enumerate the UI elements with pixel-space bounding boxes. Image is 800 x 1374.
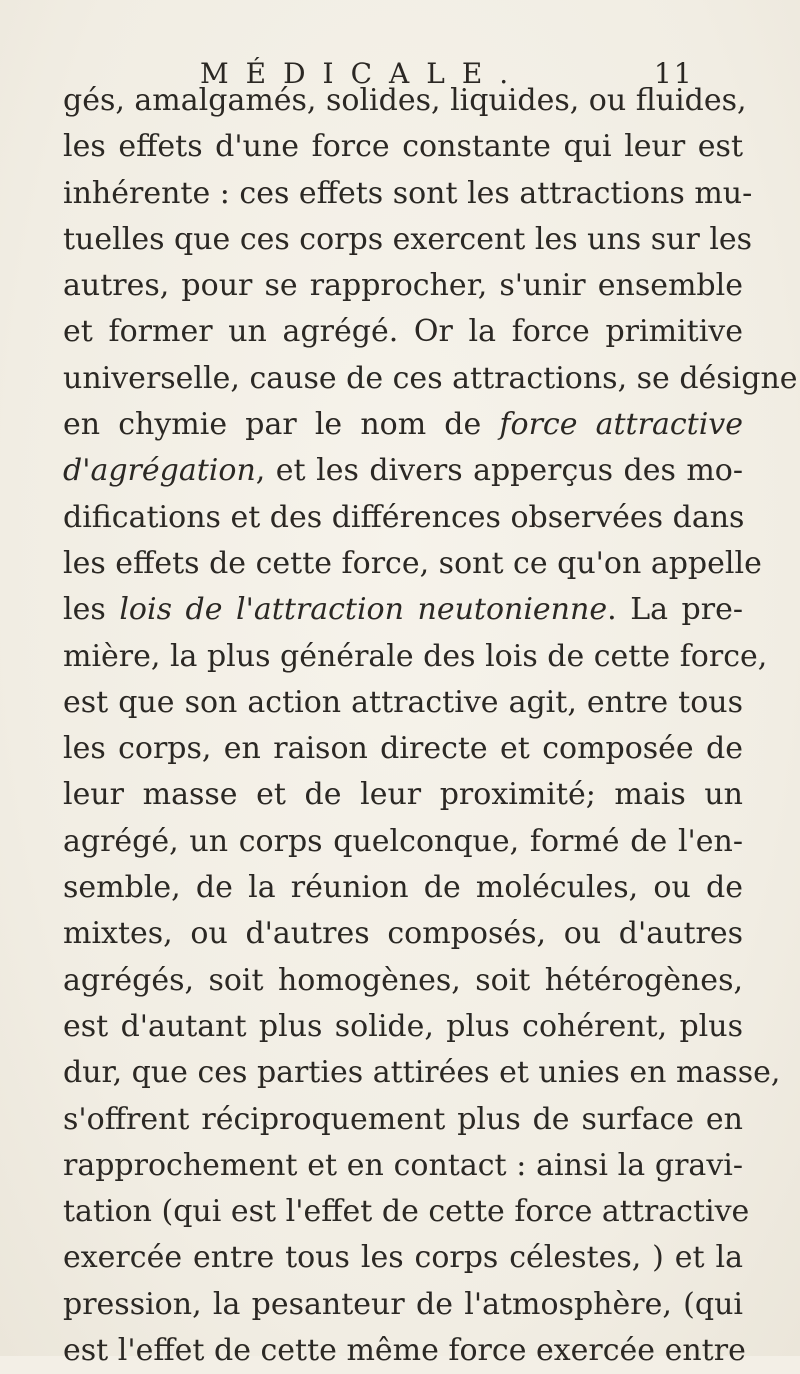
text-line-11: les effets de cette force, sont ce qu'on appelle [63,545,762,581]
text-line-18: semble, de la réunion de molécules, ou de [63,870,743,906]
text-line-22: dur, que ces parties attirées et unies en masse, [63,1055,781,1091]
text-line-16: leur masse et de leur proximité; mais un [63,777,743,813]
text-line-27: pression, la pesanteur de l'atmosphère, (qui [63,1286,743,1322]
text-line-4: tuelles que ces corps exercent les uns sur les [63,221,753,257]
text-line-8-italic: force attractive [499,407,743,443]
page-number: 11 [654,57,694,90]
text-line-23: s'offrent réciproquement plus de surface en [63,1101,743,1137]
text-line-20: agrégés, soit homogènes, soit hétérogènes, [63,962,743,998]
text-line-6: et former un agrégé. Or la force primitive [63,314,743,350]
text-line-14: est que son action attractive agit, entre tous [63,684,743,720]
text-line-24: rapprochement et en contact : ainsi la gravi- [63,1147,743,1183]
text-line-7: universelle, cause de ces attractions, se désigne [63,360,798,396]
text-line-17: agrégé, un corps quelconque, formé de l'en- [63,823,743,859]
text-line-9-italic: d'agrégation [63,453,256,489]
text-line-12-roman-b: . La pre- [607,592,743,628]
text-line-9-roman: , et les divers apperçus des mo- [255,453,743,489]
text-line-19: mixtes, ou d'autres composés, ou d'autres [63,916,743,952]
text-line-12-roman-a: les [63,592,120,628]
text-line-21: est d'autant plus solide, plus cohérent, plus [63,1008,743,1044]
text-line-15: les corps, en raison directe et composée de [63,731,743,767]
text-line-10: difications et des différences observées dans [63,499,745,535]
text-line-12-italic: lois de l'attraction neutonienne [119,592,608,628]
body-text [63,78,798,1374]
text-line-3: inhérente : ces effets sont les attractions mu- [63,175,753,211]
text-line-9 [63,448,743,494]
text-line-2: les effets d'une force constante qui leur est [63,129,743,165]
text-line-8-roman: en chymie par le nom de [63,407,500,443]
text-line-25: tation (qui est l'effet de cette force attractive [63,1194,750,1230]
text-line-8 [63,402,743,448]
text-line-13: mière, la plus générale des lois de cette force, [63,638,768,674]
text-line-5: autres, pour se rapprocher, s'unir ensemble [63,268,743,304]
text-line-26: exercée entre tous les corps célestes, ) et la [63,1240,743,1276]
text-line-28: est l'effet de cette même force exercée entre [63,1333,746,1369]
text-line-1: gés, amalgamés, solides, liquides, ou fluides, [63,83,747,118]
text-line-12 [63,587,743,633]
running-head: MÉDICALE. [200,57,526,90]
